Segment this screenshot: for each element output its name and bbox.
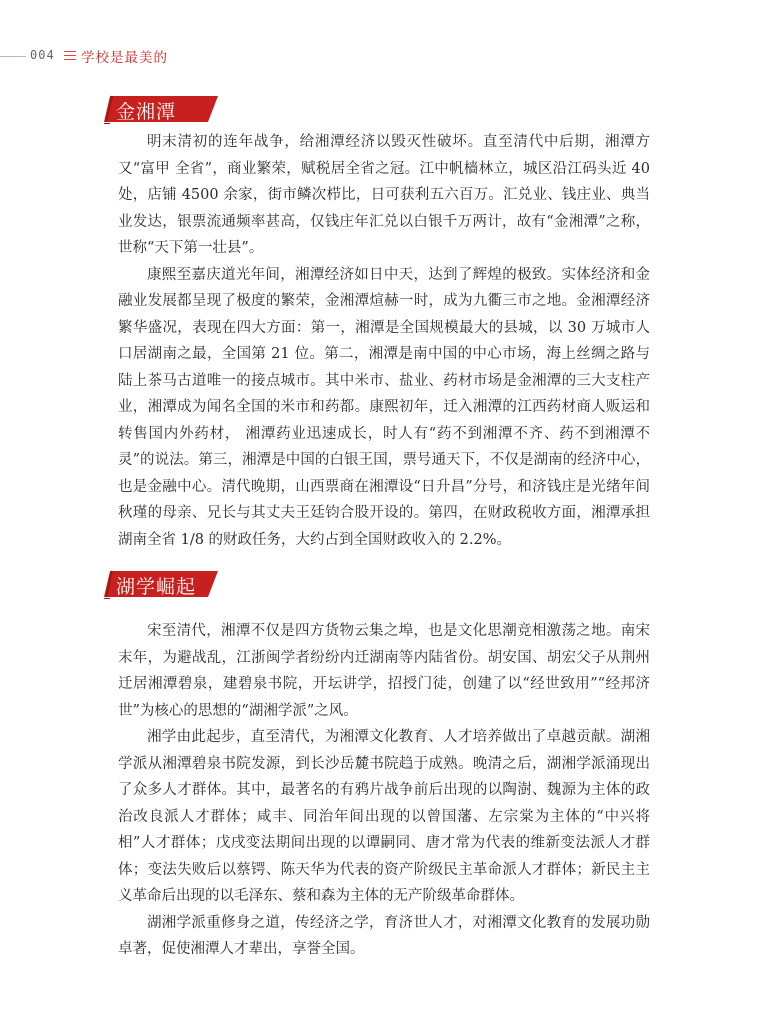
running-header (0, 40, 768, 76)
page-number: 004 (30, 48, 55, 62)
section-title-banner (104, 94, 222, 124)
header-rule (0, 56, 26, 57)
header-ornament (64, 51, 76, 62)
book-title: 学校是最美的 (81, 50, 168, 66)
paragraph: 湘学由此起步，直至清代，为湘潭文化教育、人才培养做出了卓越贡献。湖湘学派从湘潭碧泉书院发源，到长沙岳麓书院趋于成熟。晚清之后，湖湘学派涌现出了众多人才群体。其中，最著名的有鸦片战争前后出现的以陶澍、魏源为主体的政治改良派人才群体；咸丰、同治年间出现的以曾国藩、左宗棠为主体的“中兴将相”人才群体；戊戌变法期间出现的以谭嗣同、唐才常为代表的维新变法派人才群体；变法失败后以蔡锷、陈天华为代表的资产阶级民主革命派人才群体；新民主主义革命后出现的以毛泽东、蔡和森为主体的无产阶级革命群体。 (118, 729, 650, 904)
section-body (118, 618, 650, 963)
paragraph: 明末清初的连年战争，给湘潭经济以毁灭性破坏。直至清代中后期，湘潭方又“富甲 全省”，商业繁荣，赋税居全省之冠。江中帆樯林立，城区沿江码头近 40 处，店铺 4500 余家，街市鳞次栉比，日可获利五六百万。汇兑业、钱庄业、典当业发达，银票流通频率甚高，仅钱庄年汇兑以白银千万两计，故有“金湘潭”之称，世称“天下第一壮县”。 (118, 134, 650, 256)
section-title: 湖学崛起 (116, 576, 197, 598)
section-title: 金湘潭 (116, 101, 177, 123)
section-title-banner (104, 569, 222, 599)
paragraph: 康熙至嘉庆道光年间，湘潭经济如日中天，达到了辉煌的极致。实体经济和金融业发展都呈现了极度的繁荣，金湘潭煊赫一时，成为九衢三市之地。金湘潭经济繁华盛况，表现在四大方面：第一，湘潭是全国规模最大的县城，以 30 万城市人口居湖南之最，全国第 21 位。第二，湘潭是南中国的中心市场，海上丝绸之路与陆上茶马古道唯一的接点城市。其中米市、盐业、药材市场是金湘潭的三大支柱产业，湘潭成为闻名全国的米市和药都。康熙初年，迁入湘潭的江西药材商人贩运和转售国内外药材， 湘潭药业迅速成长，时人有“药不到湘潭不齐、药不到湘潭不灵”的说法。第三，湘潭是中国的白银王国，票号通天下，不仅是湖南的经济中心，也是金融中心。清代晚期，山西票商在湘潭设“日升昌”分号，和济钱庄是光绪年间秋瑾的母亲、兄长与其丈夫王廷钧合股开设的。第四，在财政税收方面，湘潭承担湖南全省 1/8 的财政任务，大约占到全国财政收入的 2.2%。 (118, 266, 650, 548)
section-body (118, 129, 650, 553)
paragraph: 宋至清代，湘潭不仅是四方货物云集之埠，也是文化思潮竞相激荡之地。南宋末年，为避战乱，江浙闽学者纷纷内迁湖南等内陆省份。胡安国、胡宏父子从荆州 迁居湘潭碧泉，建碧泉书院，开坛讲学，招授门徒，创建了以“经世致用”“经邦济世”为核心的思想的“湖湘学派”之风。 (118, 623, 650, 719)
paragraph: 湖湘学派重修身之道，传经济之学，育济世人才，对湘潭文化教育的发展功勋卓著，促使湘潭人才辈出，享誉全国。 (118, 914, 650, 957)
